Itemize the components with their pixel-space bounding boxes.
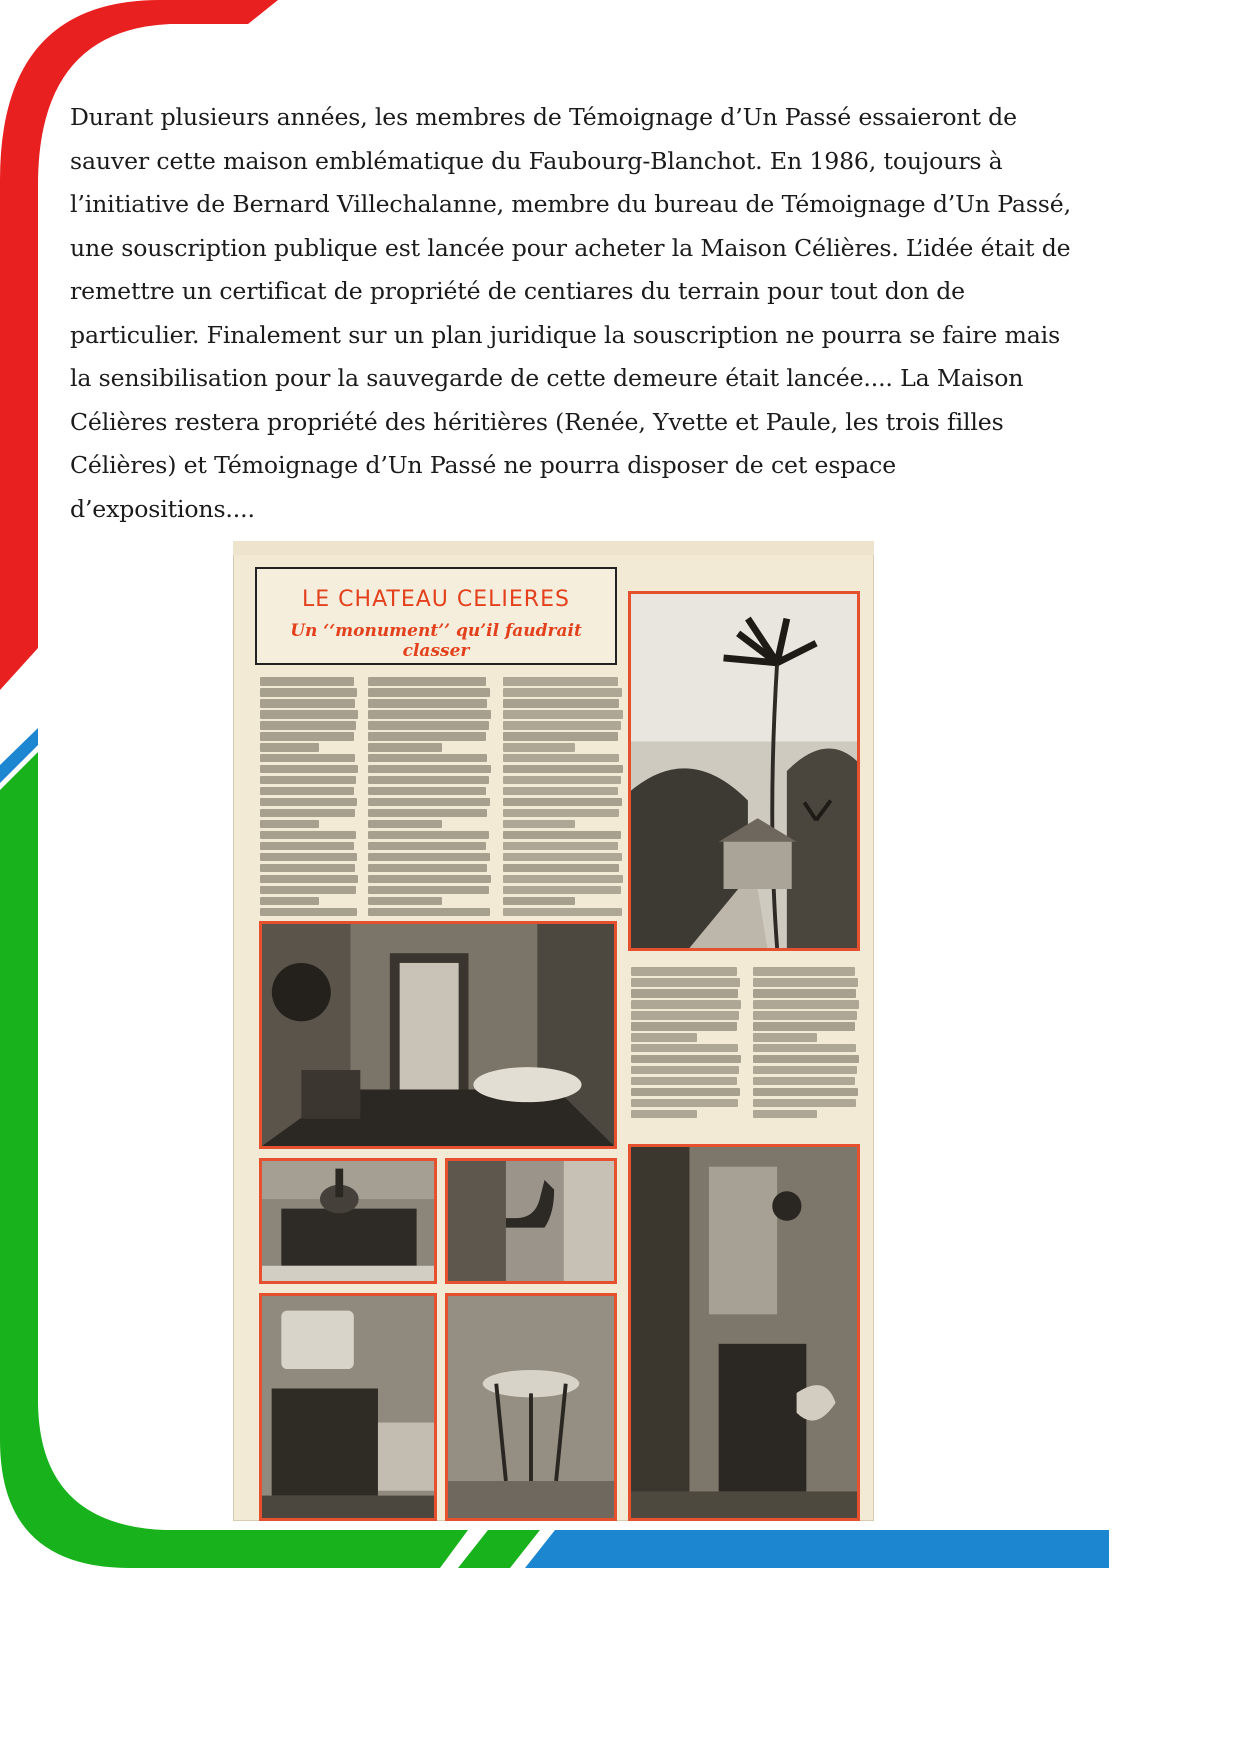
text-line (368, 897, 442, 906)
text-line (631, 1110, 697, 1119)
photo-veranda-interior (259, 921, 617, 1149)
text-line (503, 732, 618, 741)
article-column-3 (503, 677, 623, 919)
text-line (503, 842, 618, 851)
text-line (503, 908, 622, 917)
text-line (260, 798, 357, 807)
text-line (753, 1088, 858, 1097)
text-line (260, 721, 356, 730)
text-line (503, 721, 621, 730)
photo-faucet-detail (445, 1158, 617, 1284)
text-line (260, 897, 319, 906)
text-line (503, 875, 623, 884)
text-line (503, 699, 619, 708)
text-line (260, 699, 355, 708)
text-line (260, 754, 355, 763)
text-line (368, 765, 491, 774)
text-line (260, 842, 354, 851)
text-line (368, 798, 490, 807)
text-line (503, 710, 623, 719)
text-line (503, 831, 621, 840)
text-line (503, 688, 622, 697)
text-line (753, 1000, 859, 1009)
text-line (368, 787, 486, 796)
text-line (260, 875, 358, 884)
text-line (368, 699, 487, 708)
text-line (631, 967, 737, 976)
text-line (368, 743, 442, 752)
text-line (368, 754, 487, 763)
text-line (260, 688, 357, 697)
text-line (368, 809, 487, 818)
text-line (260, 677, 354, 686)
text-line (631, 1033, 697, 1042)
text-line (753, 1022, 855, 1031)
clipping-masthead-strip (233, 541, 874, 555)
text-line (503, 853, 622, 862)
text-line (503, 677, 618, 686)
text-line (260, 853, 357, 862)
text-line (260, 743, 319, 752)
text-line (503, 886, 621, 895)
intro-paragraph: Durant plusieurs années, les membres de Témoignage d’Un Passé essaieront de sauver cette maison emblématique du Faubourg-Blanchot. En 1986, toujours à l’initiative de Bernard Villechalanne, membre du bureau de Témoignage d’Un Passé, une souscription publique est lancée pour acheter la Maison Célières. L’idée était de remettre un certificat de propriété de centiares du terrain pour tout don de particulier. Finalement sur un plan juridique la souscription ne pourra se faire mais la sensibilisation pour la sauvegarde de cette demeure était lancée.... La Maison Célières restera propriété des héritières (Renée, Yvette et Paule, les trois filles Célières) et Témoignage d’Un Passé ne pourra disposer de cet espace d’expositions.... (70, 103, 1071, 523)
text-line (260, 809, 355, 818)
text-line (368, 842, 486, 851)
text-line (368, 908, 490, 917)
text-line (368, 875, 491, 884)
green-stripe-bottom (458, 1530, 540, 1568)
article-column-1 (260, 677, 358, 919)
photo-mirror-dresser (259, 1293, 437, 1521)
text-line (631, 989, 738, 998)
text-line (368, 853, 490, 862)
text-line (631, 1000, 741, 1009)
article-column-4 (631, 967, 741, 1121)
text-line (753, 1011, 857, 1020)
text-line (753, 1055, 859, 1064)
photo-cabinet-interior (628, 1144, 860, 1521)
text-line (260, 908, 357, 917)
text-line (260, 831, 356, 840)
text-line (631, 1022, 737, 1031)
text-line (368, 732, 486, 741)
text-line (368, 864, 487, 873)
text-line (631, 1088, 740, 1097)
clipping-headline-box (255, 567, 617, 665)
text-line (503, 798, 622, 807)
text-line (368, 710, 491, 719)
text-line (368, 776, 489, 785)
text-line (631, 1066, 739, 1075)
text-line (753, 1099, 856, 1108)
text-line (631, 1055, 741, 1064)
text-line (260, 732, 354, 741)
photo-house-palms (628, 591, 860, 951)
text-line (368, 886, 489, 895)
text-line (753, 1077, 855, 1086)
text-line (753, 978, 858, 987)
text-line (260, 787, 354, 796)
text-line (260, 886, 356, 895)
text-line (368, 688, 490, 697)
text-line (631, 1099, 738, 1108)
text-line (503, 765, 623, 774)
text-line (753, 967, 855, 976)
text-line (753, 1066, 857, 1075)
text-line (753, 989, 856, 998)
text-line (368, 677, 486, 686)
text-line (260, 820, 319, 829)
clipping-title: LE CHATEAU CELIERES (302, 587, 570, 612)
text-line (753, 1033, 817, 1042)
text-line (503, 809, 619, 818)
text-line (260, 776, 356, 785)
text-line (753, 1044, 856, 1053)
text-line (368, 721, 489, 730)
text-line (503, 743, 575, 752)
text-line (503, 787, 618, 796)
text-line (631, 1077, 737, 1086)
text-line (503, 864, 619, 873)
text-line (368, 820, 442, 829)
text-line (503, 776, 621, 785)
newspaper-clipping (233, 541, 874, 1521)
article-column-2 (368, 677, 491, 919)
text-line (260, 710, 358, 719)
text-line (503, 897, 575, 906)
blue-stripe-bottom (525, 1530, 1109, 1568)
text-line (753, 1110, 817, 1119)
text-line (631, 978, 740, 987)
clipping-subtitle: Un ‘‘monument’’ qu’il faudrait classer (290, 621, 582, 661)
text-line (260, 765, 358, 774)
article-column-5 (753, 967, 859, 1121)
text-line (631, 1044, 738, 1053)
text-line (631, 1011, 739, 1020)
text-line (503, 820, 575, 829)
text-line (503, 754, 619, 763)
text-line (368, 831, 489, 840)
photo-washbasin-stand (445, 1293, 617, 1521)
photo-kitchen-stove (259, 1158, 437, 1284)
text-line (260, 864, 355, 873)
